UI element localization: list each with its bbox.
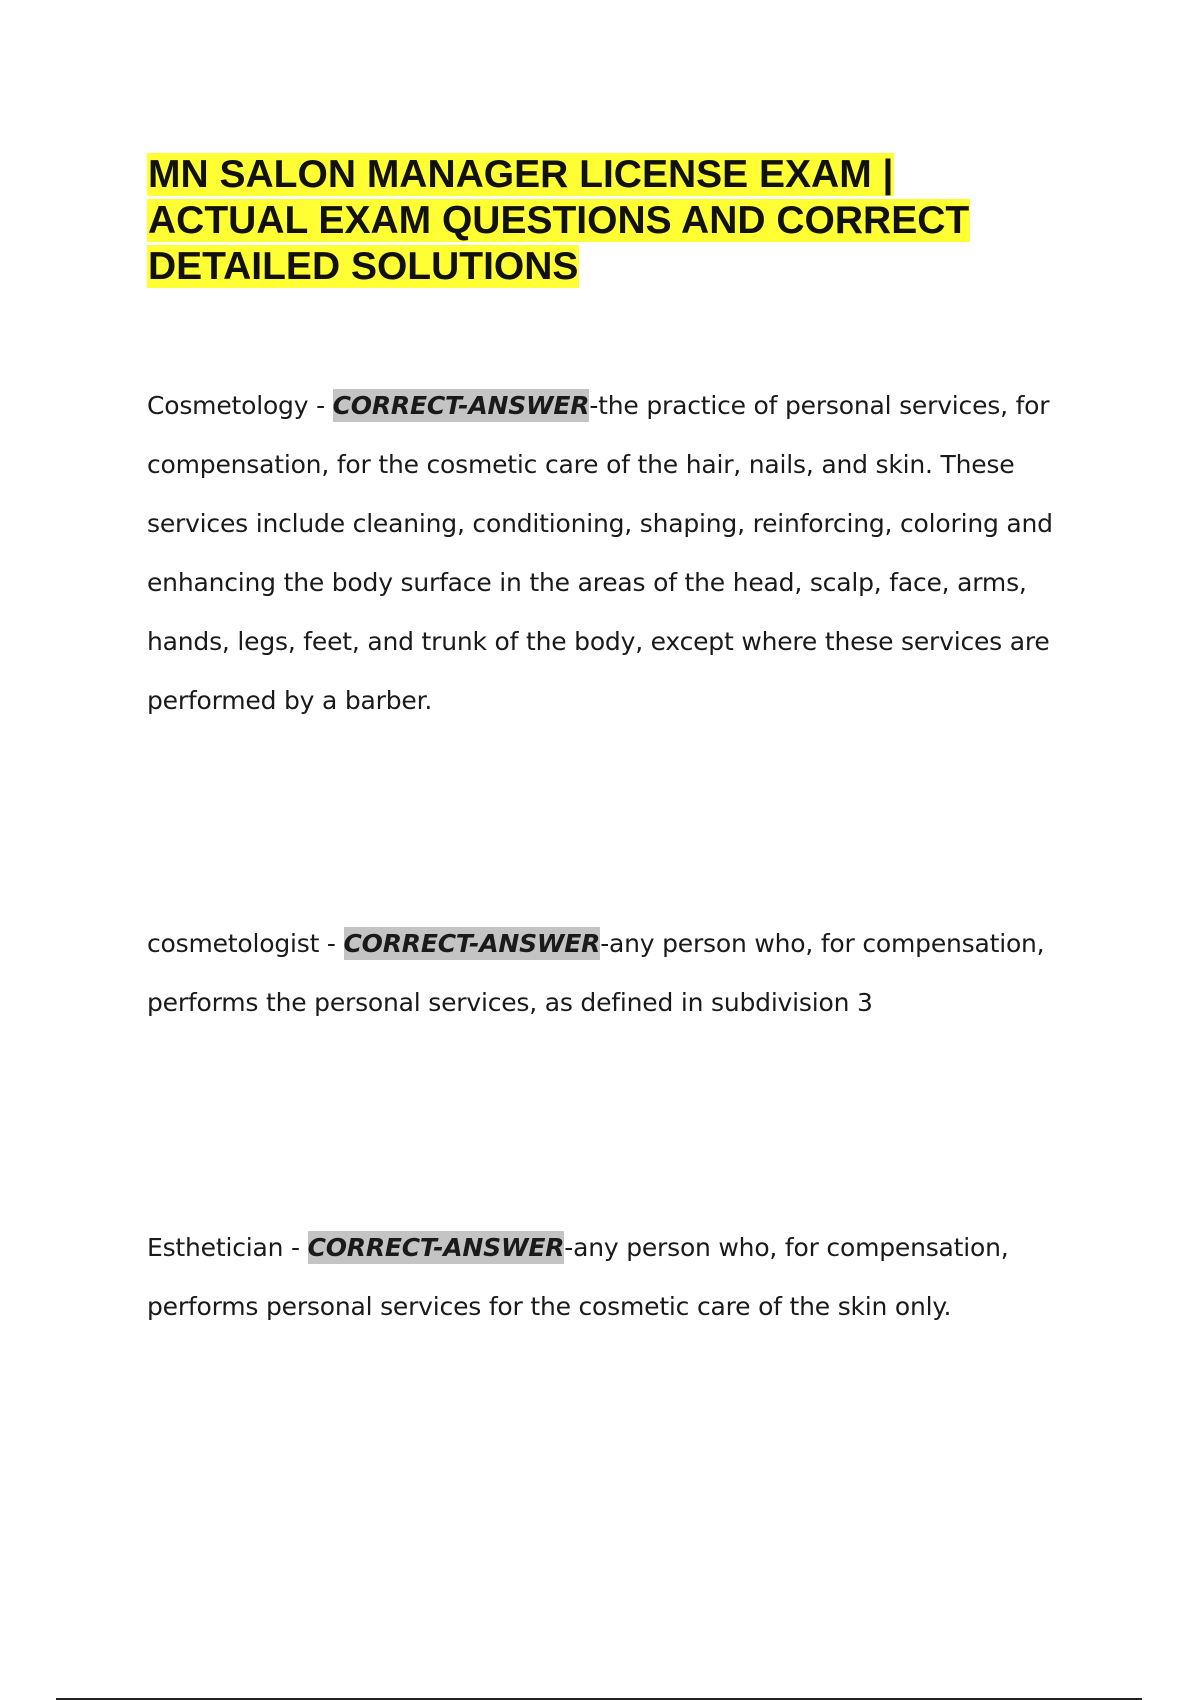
document-title (147, 152, 1047, 290)
entry-term: Esthetician (147, 1233, 284, 1262)
entry-separator: - (283, 1233, 308, 1262)
entry-definition: -any person who, for compensation, performs personal services for the cosmetic care of the skin only. (147, 1233, 1009, 1321)
qa-entry-cosmetologist (147, 914, 1087, 1032)
qa-entry-esthetician (147, 1218, 1087, 1336)
correct-answer-tag: CORRECT-ANSWER (307, 1233, 565, 1262)
entry-separator: - (319, 929, 344, 958)
correct-answer-tag: CORRECT-ANSWER (332, 391, 590, 420)
title-highlight: MN SALON MANAGER LICENSE EXAM | ACTUAL EXAM QUESTIONS AND CORRECT DETAILED SOLUTIONS (148, 153, 970, 288)
qa-entry-cosmetology (147, 376, 1087, 730)
entry-definition: -any person who, for compensation, performs the personal services, as defined in subdivision 3 (147, 929, 1045, 1017)
entry-term: Cosmetology (147, 391, 309, 420)
entry-term: cosmetologist (147, 929, 320, 958)
correct-answer-tag: CORRECT-ANSWER (343, 929, 601, 958)
entry-definition: -the practice of personal services, for compensation, for the cosmetic care of the hair, nails, and skin. These services include cleaning, conditioning, shaping, reinforcing, coloring and enhancing the body surface in the areas of the head, scalp, face, arms, hands, legs, feet, and trunk of the body, except where these services are performed by a barber. (147, 391, 1053, 715)
entry-separator: - (308, 391, 333, 420)
